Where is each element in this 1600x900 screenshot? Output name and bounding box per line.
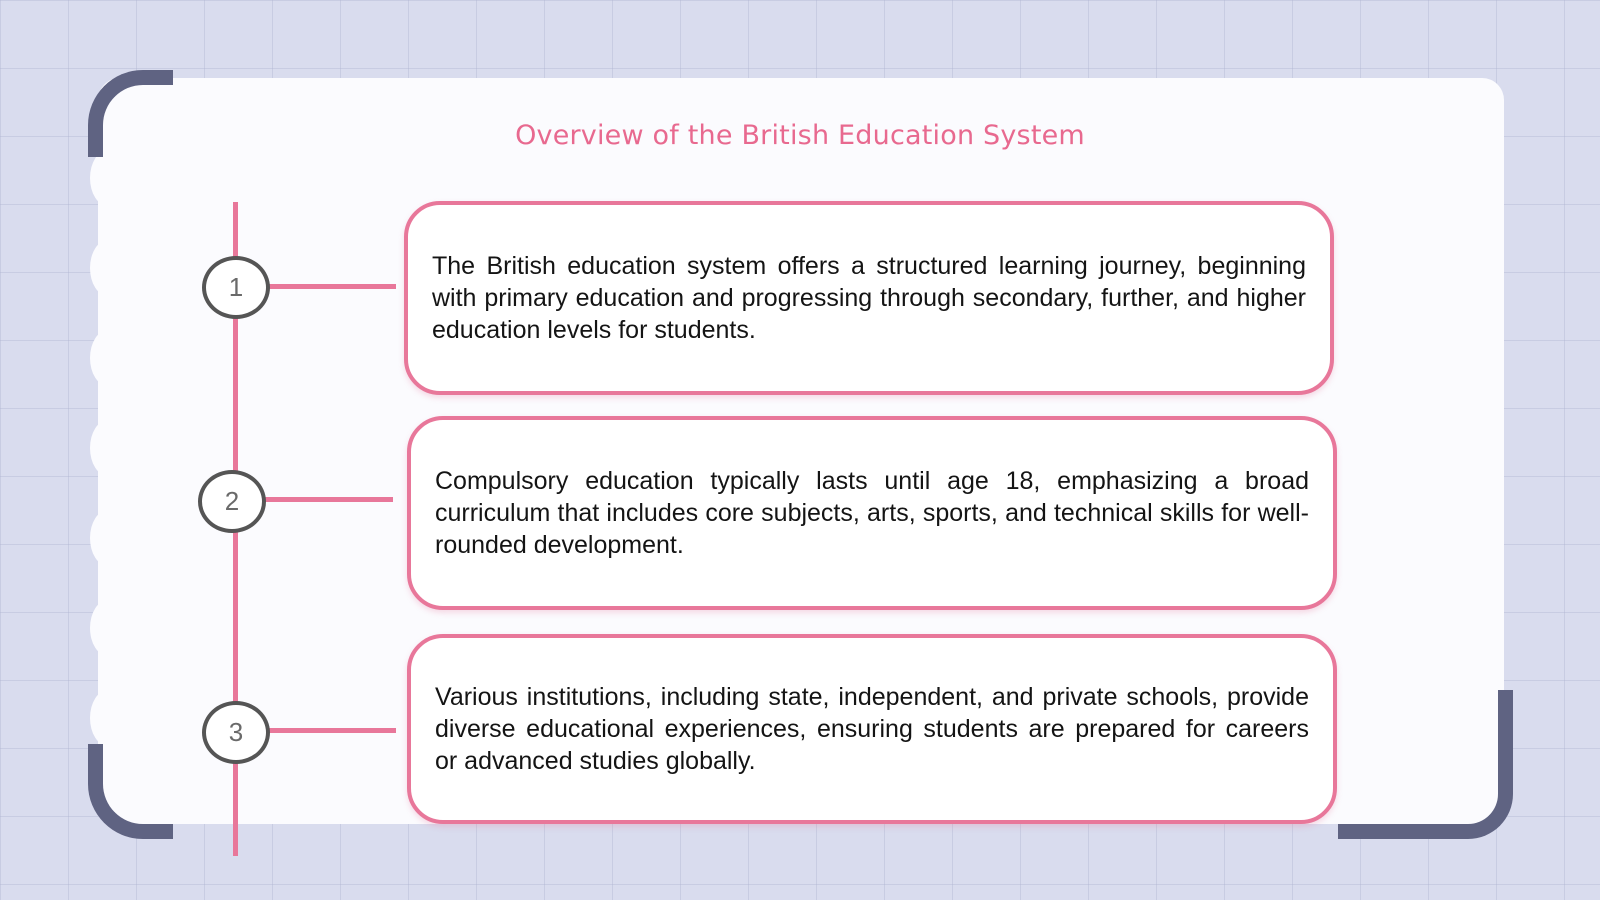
step-number-badge [202,701,270,764]
step-card [404,201,1334,395]
step-connector [263,497,393,502]
corner-bracket-top-left [88,70,173,157]
slide-title: Overview of the British Education System [515,120,1085,151]
step-text: Compulsory education typically lasts until age 18, emphasizing a broad curriculum that includes core subjects, arts, sports, and technical skills for well-rounded development. [435,467,1309,559]
step-number: 2 [224,486,240,516]
step-text: Various institutions, including state, independent, and private schools, provide diverse educational experiences, ensuring students are prepared for careers or advanced studies globally. [435,683,1309,775]
step-card [407,416,1337,610]
step-number-badge [202,256,270,319]
step-card [407,634,1337,824]
corner-bracket-bottom-left [88,744,173,839]
corner-bracket-bottom-right [1338,690,1513,839]
step-text: The British education system offers a structured learning journey, beginning with primary education and progressing through secondary, further, and higher education levels for students. [432,252,1306,344]
step-number: 3 [228,717,244,747]
step-number: 1 [228,272,244,302]
step-connector [266,284,396,289]
step-connector [266,728,396,733]
step-number-badge [198,470,266,533]
